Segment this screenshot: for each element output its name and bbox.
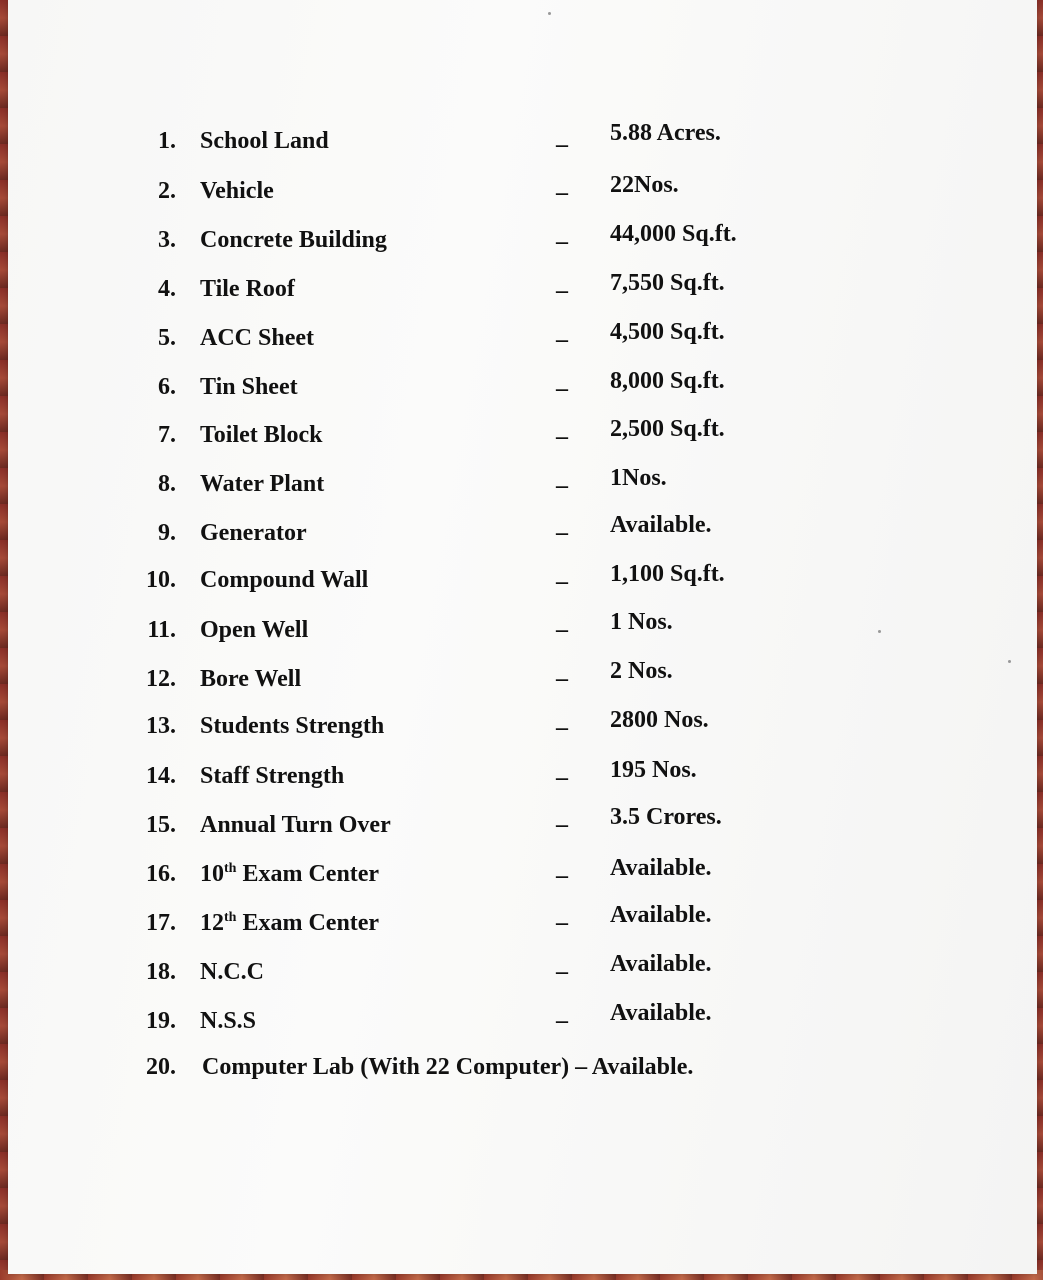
list-item [8,658,1037,696]
item-label: Annual Turn Over [200,812,391,838]
item-dash: – [556,278,568,304]
item-dash: – [556,1008,568,1034]
item-number: 1. [158,128,176,154]
item-label: Open Well [200,617,309,643]
item-value: 8,000 Sq.ft. [610,368,725,394]
item-label [200,910,379,937]
item-label: Water Plant [200,471,325,497]
item-label-suffix: th [224,861,237,876]
list-item [8,465,1037,501]
item-value: 1 Nos. [610,609,673,635]
item-label-number: 10 [200,861,224,887]
facility-list [8,0,1037,1274]
item-number: 15. [146,812,176,838]
list-item [8,120,1037,158]
list-item [8,416,1037,452]
list-item [8,707,1037,743]
item-value: 2800 Nos. [610,707,709,733]
item-dash: – [556,959,568,985]
item-label: ACC Sheet [200,325,314,351]
item-dash: – [556,863,568,889]
list-item [8,1054,1037,1084]
item-label-suffix: th [224,910,237,925]
item-number: 5. [158,325,176,351]
item-label: Concrete Building [200,227,387,253]
item-label-text: Exam Center [236,910,380,936]
item-value: 2 Nos. [610,658,673,684]
item-dash: – [556,473,568,499]
list-item [8,172,1037,208]
item-label: Tin Sheet [200,374,298,400]
list-item [8,757,1037,793]
item-number: 10. [146,567,176,593]
item-dash: – [556,715,568,741]
list-item [8,951,1037,989]
item-label: N.C.C [200,959,264,985]
item-number: 3. [158,227,176,253]
item-label: Vehicle [200,178,274,204]
item-value: Available. [610,902,712,928]
item-number: 2. [158,178,176,204]
list-item [8,902,1037,940]
list-item [8,368,1037,404]
list-item [8,270,1037,306]
item-label: Toilet Block [200,422,323,448]
item-dash: – [556,765,568,791]
list-item [8,804,1037,842]
item-dash: – [556,666,568,692]
list-item [8,609,1037,647]
item-label: Staff Strength [200,763,345,789]
item-number: 19. [146,1008,176,1034]
item-dash: – [556,180,568,206]
item-number: 11. [147,617,176,643]
item-number: 7. [158,422,176,448]
item-number: 16. [146,861,176,887]
item-label: Students Strength [200,713,385,739]
item-dash: – [556,327,568,353]
item-number: 8. [158,471,176,497]
item-number: 13. [146,713,176,739]
item-number: 20. [146,1054,176,1080]
item-value: 1,100 Sq.ft. [610,561,725,587]
item-value: 2,500 Sq.ft. [610,416,725,442]
item-label: Tile Roof [200,276,295,302]
item-dash: – [556,910,568,936]
item-dash: – [556,229,568,255]
list-item [8,855,1037,891]
item-label-text: Exam Center [236,861,380,887]
item-value: Available. [610,512,712,538]
list-item [8,221,1037,257]
item-label: Generator [200,520,307,546]
item-number: 12. [146,666,176,692]
item-dash: – [556,132,568,158]
item-label: Bore Well [200,666,302,692]
item-number: 6. [158,374,176,400]
item-value: 3.5 Crores. [610,804,722,830]
item-dash: – [556,617,568,643]
item-label-number: 12 [200,910,224,936]
item-label [200,861,379,888]
item-label: Compound Wall [200,567,369,593]
item-value: 22Nos. [610,172,679,198]
item-value: Available. [610,855,712,881]
item-number: 17. [146,910,176,936]
item-value: Available. [610,951,712,977]
item-number: 9. [158,520,176,546]
list-item [8,1000,1037,1038]
item-number: 4. [158,276,176,302]
item-number: 18. [146,959,176,985]
paper-sheet [8,0,1037,1274]
item-value: 7,550 Sq.ft. [610,270,725,296]
item-value: 4,500 Sq.ft. [610,319,725,345]
list-item [8,512,1037,550]
item-value: 1Nos. [610,465,667,491]
list-item [8,561,1037,597]
item-dash: – [556,812,568,838]
item-value: 44,000 Sq.ft. [610,221,737,247]
item-value: 5.88 Acres. [610,120,721,146]
item-label: Computer Lab (With 22 Computer) – Available. [202,1054,694,1080]
item-dash: – [556,424,568,450]
item-number: 14. [146,763,176,789]
item-value: Available. [610,1000,712,1026]
item-value: 195 Nos. [610,757,697,783]
item-dash: – [556,569,568,595]
item-label: School Land [200,128,329,154]
item-dash: – [556,520,568,546]
list-item [8,319,1037,355]
item-dash: – [556,376,568,402]
item-label: N.S.S [200,1008,257,1034]
